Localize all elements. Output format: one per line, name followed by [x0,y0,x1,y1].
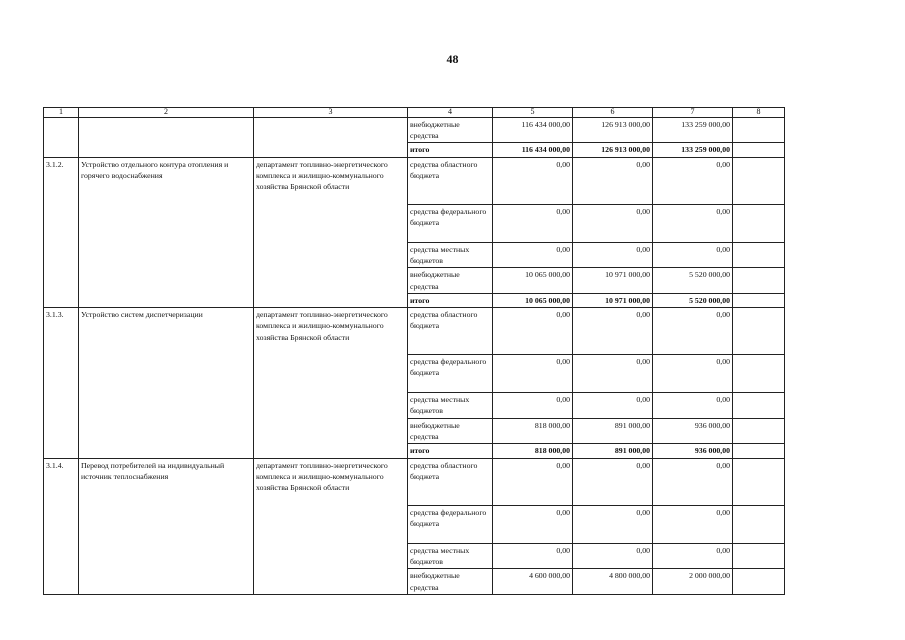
value-cell-6: 0,00 [573,458,653,505]
value-cell-7: 0,00 [653,393,733,419]
value-cell-6: 0,00 [573,393,653,419]
column-header: 2 [79,108,254,118]
value-cell-6: 126 913 000,00 [573,143,653,157]
value-cell-7: 133 259 000,00 [653,117,733,143]
value-cell-5: 116 434 000,00 [493,117,573,143]
source-cell: внебюджетные средства [408,268,493,294]
source-cell: внебюджетные средства [408,117,493,143]
value-cell-7: 0,00 [653,355,733,393]
source-cell: средства местных бюджетов [408,543,493,569]
source-cell: средства областного бюджета [408,157,493,204]
value-cell-6: 0,00 [573,308,653,355]
table-row [44,157,785,204]
empty-cell-8 [733,543,785,569]
executor-cell [254,117,408,157]
value-cell-6: 0,00 [573,204,653,242]
executor: департамент топливно-энергетического комплекса и жилищно-коммунального хозяйства Брянской области [254,458,408,594]
value-cell-5: 0,00 [493,204,573,242]
measure-name: Устройство систем диспетчеризации [79,308,254,458]
value-cell-7: 5 520 000,00 [653,293,733,307]
empty-cell-8 [733,393,785,419]
table-row [44,117,785,143]
value-cell-7: 133 259 000,00 [653,143,733,157]
column-header: 7 [653,108,733,118]
executor: департамент топливно-энергетического комплекса и жилищно-коммунального хозяйства Брянской области [254,157,408,307]
source-cell: средства местных бюджетов [408,393,493,419]
source-cell: итого [408,293,493,307]
value-cell-6: 10 971 000,00 [573,293,653,307]
measure-number: 3.1.4. [44,458,79,594]
value-cell-6: 4 800 000,00 [573,569,653,595]
column-header: 8 [733,108,785,118]
column-header: 4 [408,108,493,118]
column-header: 3 [254,108,408,118]
column-header: 1 [44,108,79,118]
column-header: 5 [493,108,573,118]
column-header: 6 [573,108,653,118]
empty-cell-8 [733,293,785,307]
value-cell-5: 10 065 000,00 [493,268,573,294]
value-cell-7: 2 000 000,00 [653,569,733,595]
empty-cell-8 [733,204,785,242]
column-numbers-row [44,108,785,118]
value-cell-5: 0,00 [493,242,573,268]
source-cell: итого [408,444,493,458]
source-cell: средства местных бюджетов [408,242,493,268]
value-cell-7: 936 000,00 [653,444,733,458]
empty-cell-8 [733,268,785,294]
value-cell-7: 0,00 [653,308,733,355]
value-cell-5: 116 434 000,00 [493,143,573,157]
source-cell: средства федерального бюджета [408,355,493,393]
value-cell-7: 0,00 [653,204,733,242]
number-cell [44,117,79,157]
empty-cell-8 [733,242,785,268]
value-cell-5: 0,00 [493,543,573,569]
table-row [44,308,785,355]
value-cell-7: 0,00 [653,543,733,569]
measure-number: 3.1.3. [44,308,79,458]
source-cell: внебюджетные средства [408,569,493,595]
source-cell: итого [408,143,493,157]
source-cell: средства федерального бюджета [408,505,493,543]
measure-name: Устройство отдельного контура отопления и горячего водоснабжения [79,157,254,307]
empty-cell-8 [733,143,785,157]
measure-number: 3.1.2. [44,157,79,307]
value-cell-6: 0,00 [573,242,653,268]
value-cell-6: 0,00 [573,543,653,569]
source-cell: средства областного бюджета [408,458,493,505]
value-cell-7: 0,00 [653,157,733,204]
value-cell-7: 5 520 000,00 [653,268,733,294]
empty-cell-8 [733,505,785,543]
measure-name-cell [79,117,254,157]
empty-cell-8 [733,117,785,143]
value-cell-6: 126 913 000,00 [573,117,653,143]
source-cell: средства федерального бюджета [408,204,493,242]
empty-cell-8 [733,444,785,458]
value-cell-7: 0,00 [653,458,733,505]
measure-name: Перевод потребителей на индивидуальный источник теплоснабжения [79,458,254,594]
value-cell-5: 0,00 [493,505,573,543]
empty-cell-8 [733,308,785,355]
value-cell-5: 0,00 [493,355,573,393]
value-cell-5: 4 600 000,00 [493,569,573,595]
value-cell-5: 818 000,00 [493,418,573,444]
source-cell: средства областного бюджета [408,308,493,355]
value-cell-6: 10 971 000,00 [573,268,653,294]
page-number: 48 [446,52,459,66]
source-cell: внебюджетные средства [408,418,493,444]
value-cell-5: 0,00 [493,308,573,355]
empty-cell-8 [733,418,785,444]
value-cell-6: 0,00 [573,157,653,204]
empty-cell-8 [733,458,785,505]
table-row [44,458,785,505]
funding-table [43,107,785,595]
empty-cell-8 [733,569,785,595]
value-cell-5: 818 000,00 [493,444,573,458]
value-cell-6: 891 000,00 [573,444,653,458]
executor: департамент топливно-энергетического комплекса и жилищно-коммунального хозяйства Брянской области [254,308,408,458]
empty-cell-8 [733,157,785,204]
value-cell-7: 936 000,00 [653,418,733,444]
value-cell-6: 0,00 [573,505,653,543]
value-cell-5: 0,00 [493,393,573,419]
value-cell-7: 0,00 [653,505,733,543]
value-cell-6: 0,00 [573,355,653,393]
value-cell-7: 0,00 [653,242,733,268]
value-cell-5: 10 065 000,00 [493,293,573,307]
value-cell-5: 0,00 [493,157,573,204]
value-cell-6: 891 000,00 [573,418,653,444]
empty-cell-8 [733,355,785,393]
value-cell-5: 0,00 [493,458,573,505]
